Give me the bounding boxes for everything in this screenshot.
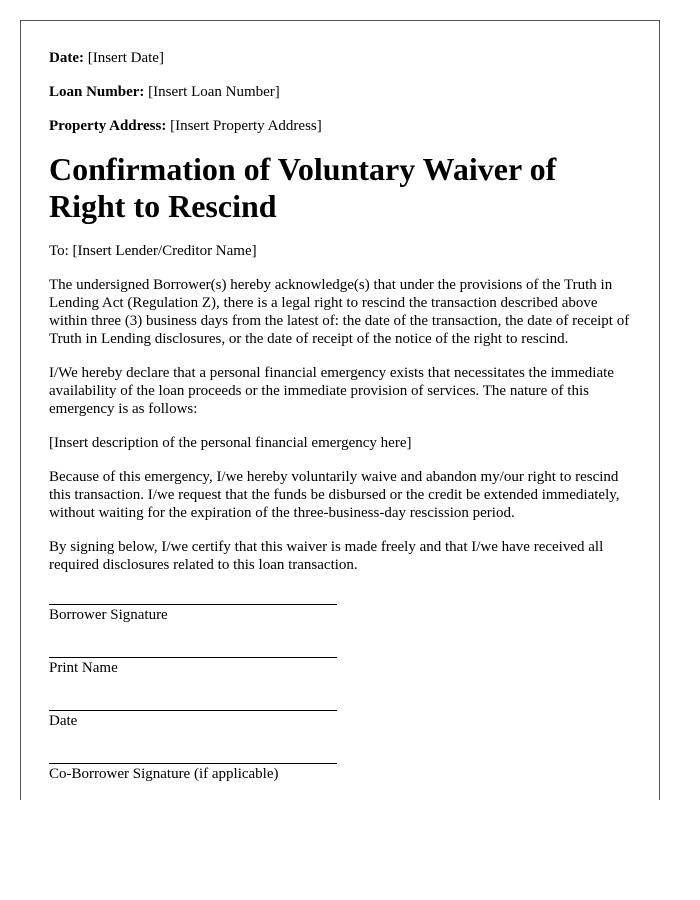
loan-number-label: Loan Number: bbox=[49, 84, 145, 100]
paragraph-acknowledgement: The undersigned Borrower(s) hereby acknowledge(s) that under the provisions of the Truth in Lending Act (Regulation Z), there is a legal right to rescind the transaction described above within three (3) business days from the latest of: the date of the transaction, the date of receipt of Truth in Lending disclosures, or the date of receipt of the notice of the right to rescind. bbox=[49, 277, 630, 347]
document-page bbox=[20, 20, 660, 800]
paragraph-waiver: Because of this emergency, I/we hereby voluntarily waive and abandon my/our right to rescind this transaction. I/we request that the funds be disbursed or the credit be extended immediately, without waiting for the expiration of the three-business-day rescission period. bbox=[49, 469, 620, 521]
co-borrower-signature-field[interactable] bbox=[49, 763, 337, 783]
co-borrower-signature-label: Co-Borrower Signature (if applicable) bbox=[49, 766, 279, 782]
property-address-line bbox=[49, 117, 639, 135]
loan-number-value: [Insert Loan Number] bbox=[148, 84, 280, 100]
date-field[interactable] bbox=[49, 710, 337, 730]
paragraph-emergency-description: [Insert description of the personal financial emergency here] bbox=[49, 435, 412, 451]
date-label: Date: bbox=[49, 50, 84, 66]
signature-line bbox=[49, 604, 337, 605]
date-line bbox=[49, 49, 639, 67]
borrower-signature-field[interactable] bbox=[49, 604, 337, 624]
signature-block bbox=[49, 604, 639, 783]
signature-line bbox=[49, 710, 337, 711]
date-value: [Insert Date] bbox=[87, 50, 164, 66]
property-address-label: Property Address: bbox=[49, 118, 167, 134]
date-field-label: Date bbox=[49, 713, 78, 729]
property-address-value: [Insert Property Address] bbox=[170, 118, 322, 134]
signature-line bbox=[49, 763, 337, 764]
to-line: To: [Insert Lender/Creditor Name] bbox=[49, 243, 257, 259]
paragraph-certification: By signing below, I/we certify that this waiver is made freely and that I/we have received all required disclosures related to this loan transaction. bbox=[49, 539, 604, 573]
document-body bbox=[49, 49, 639, 800]
print-name-field[interactable] bbox=[49, 657, 337, 677]
paragraph-emergency-declaration: I/We hereby declare that a personal financial emergency exists that necessitates the immediate availability of the loan proceeds or the immediate provision of services. The nature of this emergency is as follows: bbox=[49, 365, 614, 417]
document-title: Confirmation of Voluntary Waiver of Right to Rescind bbox=[49, 151, 557, 224]
loan-number-line bbox=[49, 83, 639, 101]
signature-line bbox=[49, 657, 337, 658]
print-name-label: Print Name bbox=[49, 660, 118, 676]
borrower-signature-label: Borrower Signature bbox=[49, 607, 168, 623]
